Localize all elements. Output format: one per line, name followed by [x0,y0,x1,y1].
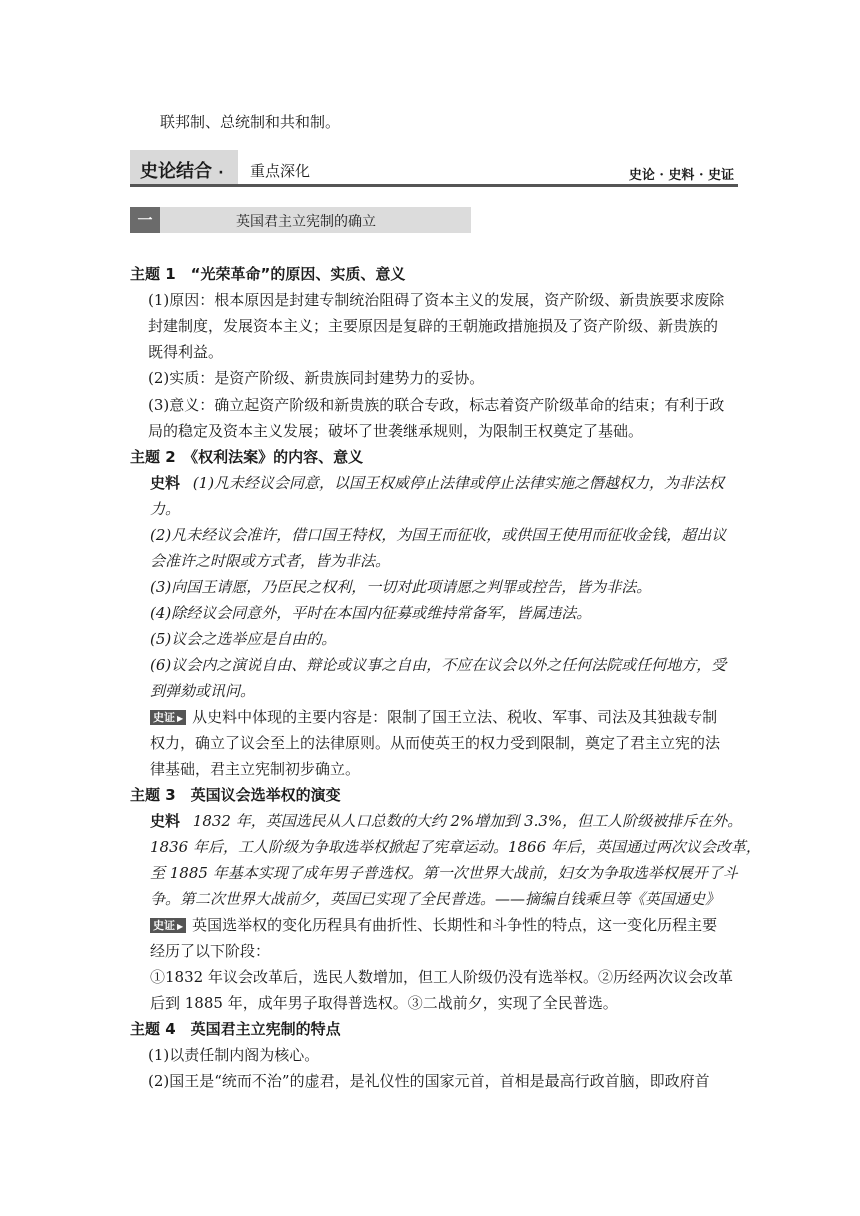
topic3-material-line: 至 1885 年基本实现了成年男子普选权。第一次世界大战前，妇女为争取选举权展开了斗 [150,864,738,882]
topic3-material-line: 1836 年后，工人阶级为争取选举权掀起了宪章运动。1866 年后，英国通过两次议会改革， [150,838,761,856]
topic3-material-line: 争。第二次世界大战前夕，英国已实现了全民普选。——摘编自钱乘旦等《英国通史》 [150,890,721,908]
topic1-line: (2)实质：是资产阶级、新贵族同封建势力的妥协。 [148,369,485,387]
topic1-line: (3)意义：确立起资产阶级和新贵族的联合专政，标志着资产阶级革命的结束；有利于政 [148,396,725,414]
header-right-label: 史论 · 史料 · 史证 [628,168,734,183]
topic2-material-line: (5)议会之选举应是自由的。 [150,630,337,648]
proof-badge: 史证 ▶ [150,710,186,725]
topic2-material-line: (2)凡未经议会准许，借口国王特权，为国王而征收，或供国王使用而征收金钱，超出议 [150,526,727,544]
header-rule [130,184,738,187]
topic2-proof-line: 史证 ▶ 从史料中体现的主要内容是：限制了国王立法、税收、军事、司法及其独裁专制 [150,707,717,727]
header-subtitle: 重点深化 [250,162,311,180]
triangle-right-icon: ▶ [177,714,184,723]
topic2-heading: 主题 2 《权利法案》的内容、意义 [130,448,364,466]
topic1-heading: 主题 1 “光荣革命”的原因、实质、意义 [130,265,406,283]
topic2-material-line: 会准许之时限或方式者，皆为非法。 [150,552,391,570]
triangle-right-icon: ▶ [177,922,184,931]
topic2-proof-line: 律基础，君主立宪制初步确立。 [150,760,361,778]
topic2-material-line: (3)向国王请愿，乃臣民之权利，一切对此项请愿之判罪或控告，皆为非法。 [150,578,652,596]
material-label: 史料 [150,812,181,830]
topic2-proof-line: 权力，确立了议会至上的法律原则。从而使英王的权力受到限制，奠定了君主立宪的法 [150,734,721,752]
topic2-material-line: (4)除经议会同意外，平时在本国内征募或维持常备军，皆属违法。 [150,604,592,622]
topic1-line: 既得利益。 [148,343,224,361]
topic2-material-line: (6)议会内之演说自由、辩论或议事之自由，不应在议会以外之任何法院或任何地方，受 [150,656,727,674]
topic2-material-line: 力。 [150,500,181,518]
topic1-line: 局的稳定及资本主义发展；破坏了世袭继承规则，为限制王权奠定了基础。 [148,422,644,440]
topic4-heading: 主题 4 英国君主立宪制的特点 [130,1020,341,1038]
topic2-material-line: 史料 (1)凡未经议会同意，以国王权威停止法律或停止法律实施之僭越权力，为非法权 [150,474,725,492]
proof-badge: 史证 ▶ [150,918,186,933]
topic3-proof-line: ①1832 年议会改革后，选民人数增加，但工人阶级仍没有选举权。②历经两次议会改革 [150,968,733,986]
intro-line: 联邦制、总统制和共和制。 [160,113,341,131]
material-label: 史料 [150,474,181,492]
section-header-band [130,150,738,184]
topic3-proof-line: 后到 1885 年，成年男子取得普选权。③二战前夕，实现了全民普选。 [150,994,618,1012]
topic1-line: 封建制度，发展资本主义；主要原因是复辟的王朝施政措施损及了资产阶级、新贵族的 [148,317,719,335]
topic4-line: (1)以责任制内阁为核心。 [148,1046,320,1064]
topic3-proof-line: 史证 ▶ 英国选举权的变化历程具有曲折性、长期性和斗争性的特点，这一变化历程主要 [150,915,717,935]
topic2-material-line: 到弹劾或讯问。 [150,682,256,700]
topic3-proof-line: 经历了以下阶段： [150,942,271,960]
topic3-heading: 主题 3 英国议会选举权的演变 [130,786,341,804]
topic1-line: (1)原因：根本原因是封建专制统治阻碍了资本主义的发展，资产阶级、新贵族要求废除 [148,291,725,309]
section-label-box [130,207,471,233]
section-title: 英国君主立宪制的确立 [236,214,376,230]
header-title: 史论结合 · [140,161,224,182]
section-number: 一 [130,207,160,233]
topic3-material-line: 史料 1832 年，英国选民从人口总数的大约 2%增加到 3.3%，但工人阶级被排斥在外。 [150,812,743,830]
topic4-line: (2)国王是“统而不治”的虚君，是礼仪性的国家元首，首相是最高行政首脑，即政府首 [148,1072,710,1090]
